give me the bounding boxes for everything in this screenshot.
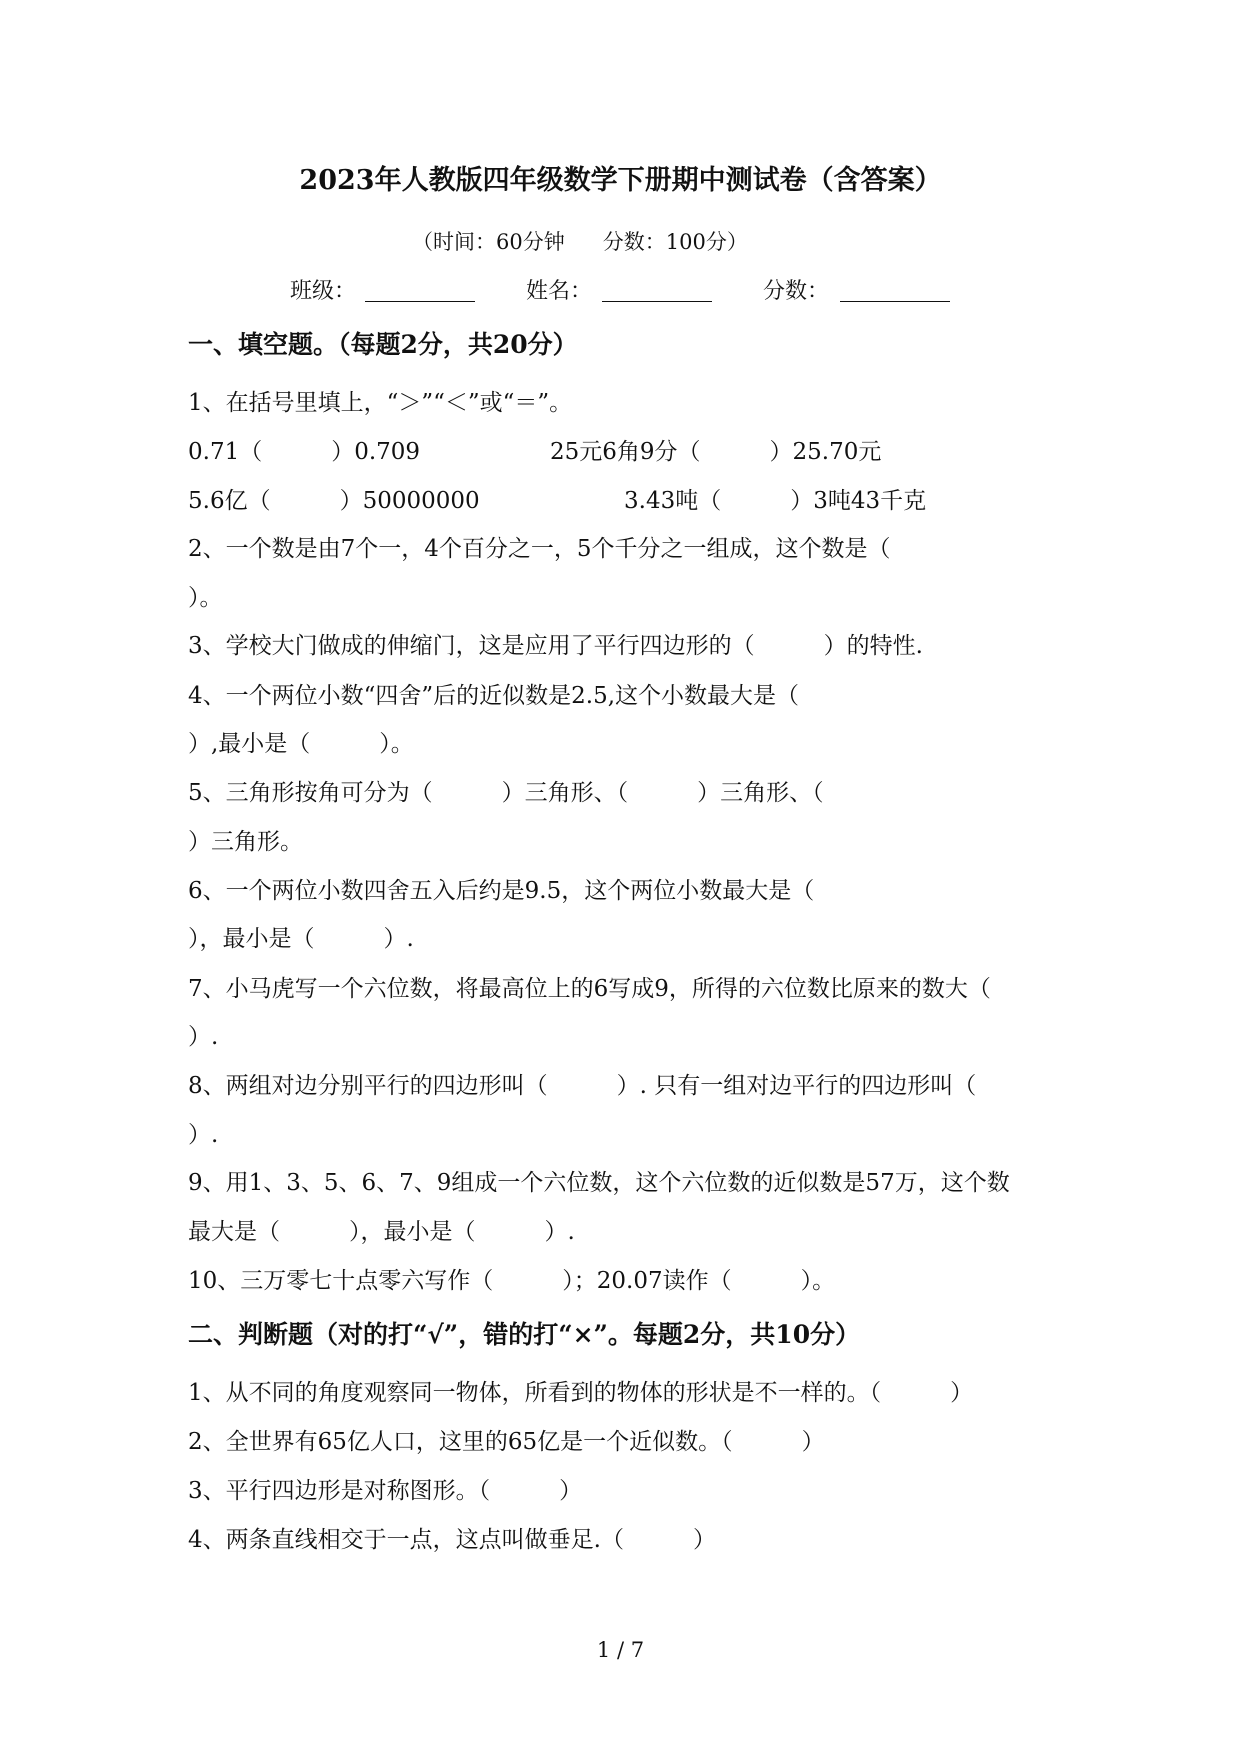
class-blank[interactable]: [365, 301, 475, 302]
section-1-heading: 一、填空题。（每题2分，共20分）: [188, 330, 578, 359]
score-blank[interactable]: [840, 301, 950, 302]
question-4-line-1: 4、一个两位小数“四舍”后的近似数是2.5,这个小数最大是（: [188, 683, 800, 709]
judge-question-2: 2、全世界有65亿人口，这里的65亿是一个近似数。（ ）: [188, 1429, 825, 1455]
question-6-line-2: ），最小是（ ）.: [188, 926, 414, 952]
question-7-line-2: ）.: [188, 1024, 219, 1050]
page-number: 1 / 7: [596, 1638, 645, 1662]
question-8-line-2: ）.: [188, 1122, 219, 1148]
total-score-label: 分数：100分）: [602, 230, 748, 254]
question-4-line-2: ）,最小是（ ）。: [188, 731, 414, 757]
question-2-line-2: ）。: [188, 585, 223, 611]
score-label: 分数：: [763, 279, 830, 304]
question-1: 1、在括号里填上，“＞”“＜”或“＝”。: [188, 390, 573, 416]
question-1d: 3.43吨（ ）3吨43千克: [624, 488, 927, 514]
question-9-line-2: 最大是（ ），最小是（ ）.: [188, 1219, 575, 1245]
question-2-line-1: 2、一个数是由7个一，4个百分之一，5个千分之一组成，这个数是（: [188, 536, 891, 562]
question-5-line-1: 5、三角形按角可分为（ ）三角形、（ ）三角形、（: [188, 780, 824, 806]
question-8-line-1: 8、两组对边分别平行的四边形叫（ ）. 只有一组对边平行的四边形叫（: [188, 1073, 977, 1099]
question-3: 3、学校大门做成的伸缩门，这是应用了平行四边形的（ ）的特性.: [188, 633, 923, 659]
question-1c: 5.6亿（ ）50000000: [188, 488, 480, 514]
exam-meta: [412, 227, 748, 257]
question-7-line-1: 7、小马虎写一个六位数，将最高位上的6写成9，所得的六位数比原来的数大（: [188, 976, 991, 1002]
judge-question-1: 1、从不同的角度观察同一物体，所看到的物体的形状是不一样的。（ ）: [188, 1380, 974, 1406]
judge-question-3: 3、平行四边形是对称图形。（ ）: [188, 1478, 583, 1504]
question-9-line-1: 9、用1、3、5、6、7、9组成一个六位数，这个六位数的近似数是57万，这个数: [188, 1170, 1010, 1196]
class-label: 班级：: [290, 279, 357, 304]
question-1a: 0.71（ ）0.709: [188, 439, 421, 465]
question-5-line-2: ）三角形。: [188, 829, 303, 855]
name-blank[interactable]: [602, 301, 712, 302]
question-6-line-1: 6、一个两位小数四舍五入后约是9.5，这个两位小数最大是（: [188, 878, 815, 904]
time-label: （时间：60分钟: [412, 230, 565, 254]
name-label: 姓名：: [526, 279, 593, 304]
section-2-heading: 二、判断题（对的打“√”，错的打“×”。每题2分，共10分）: [188, 1320, 861, 1349]
question-1b: 25元6角9分（ ）25.70元: [550, 439, 882, 465]
judge-question-4: 4、两条直线相交于一点，这点叫做垂足.（ ）: [188, 1527, 716, 1553]
page-title: 2023年人教版四年级数学下册期中测试卷（含答案）: [299, 165, 942, 196]
question-10: 10、三万零七十点零六写作（ ）；20.07读作（ ）。: [188, 1268, 836, 1294]
